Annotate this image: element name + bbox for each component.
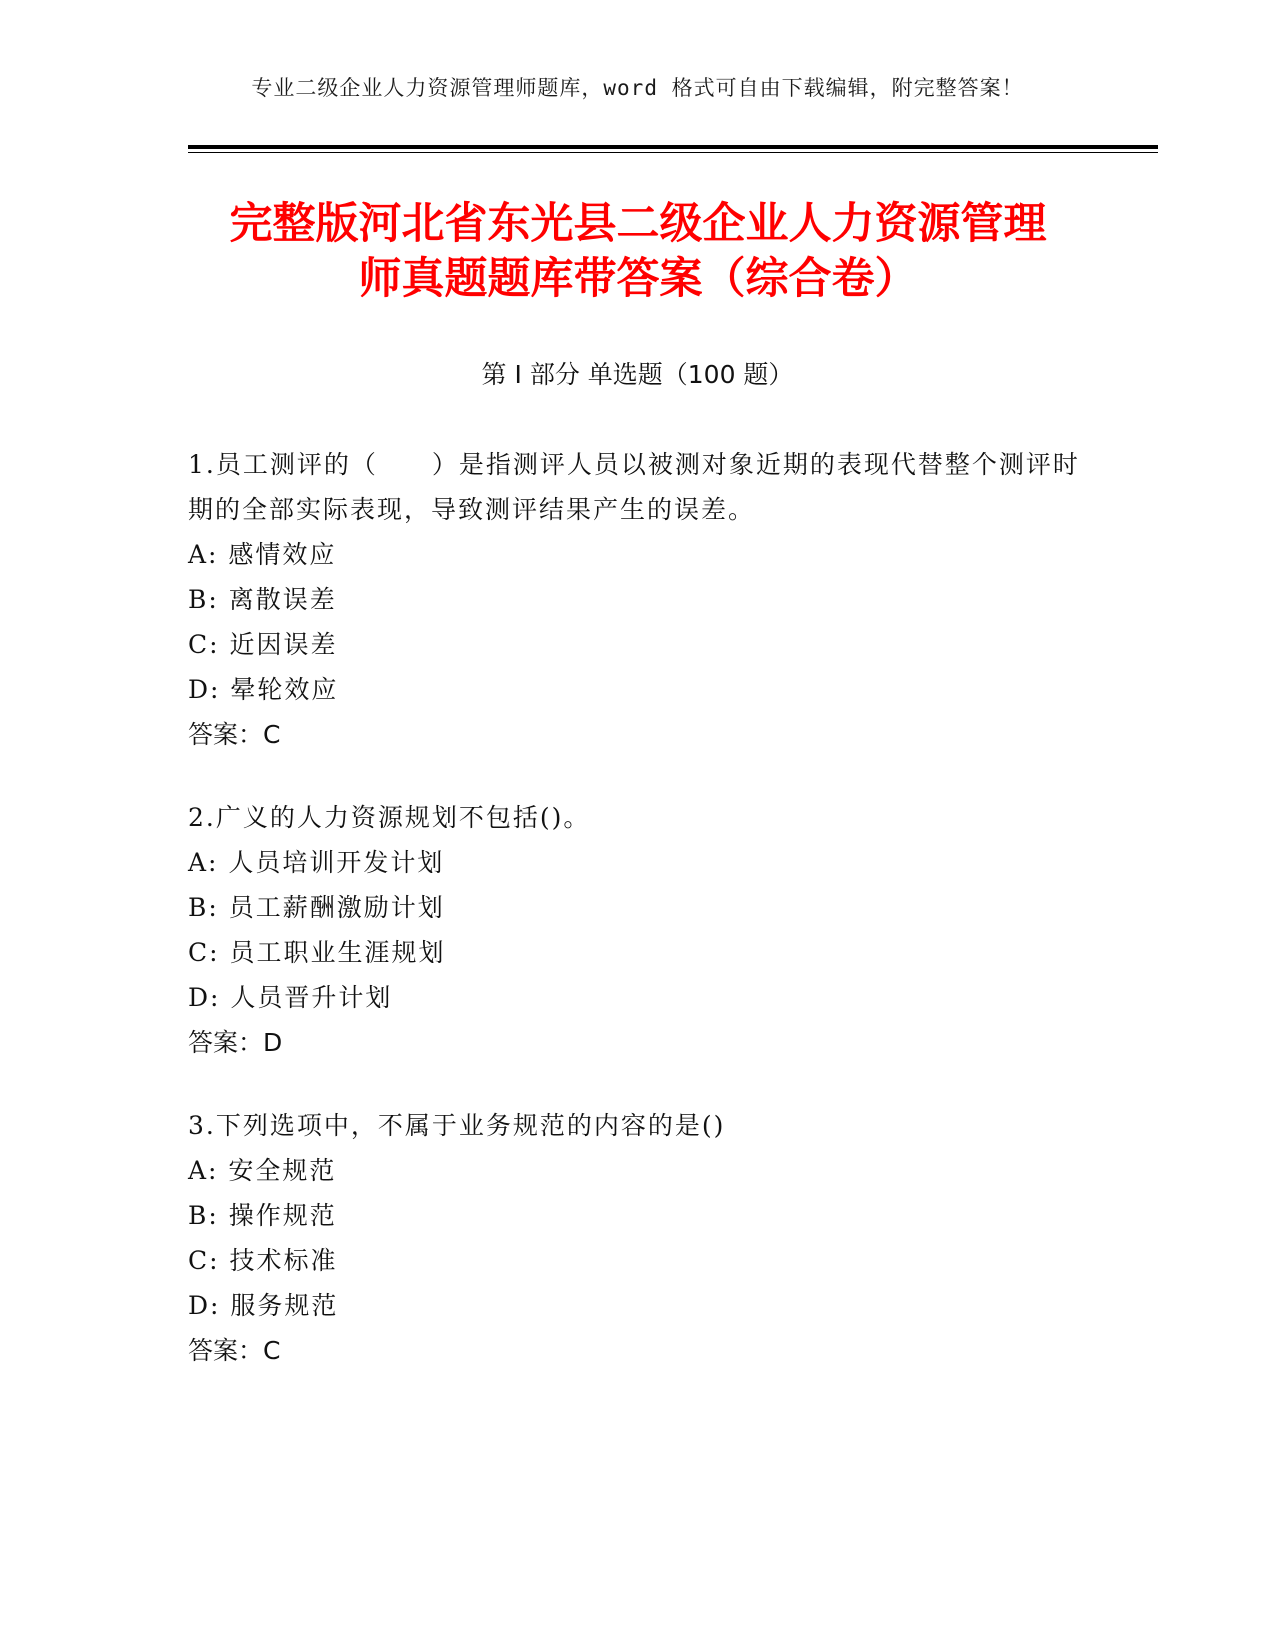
option-c: C: 员工职业生涯规划 xyxy=(188,938,446,967)
header-rule-thin xyxy=(188,152,1158,153)
header-rule-thick xyxy=(188,145,1158,149)
option-b: B: 操作规范 xyxy=(188,1201,337,1230)
title-line-1: 完整版河北省东光县二级企业人力资源管理 xyxy=(229,199,1047,249)
option-d: D: 服务规范 xyxy=(188,1291,339,1320)
answer-line: 答案：C xyxy=(188,1336,281,1365)
page-header: 专业二级企业人力资源管理师题库，word 格式可自由下载编辑，附完整答案！ xyxy=(251,76,1024,100)
question-stem: 1.员工测评的（ ）是指测评人员以被测对象近期的表现代替整个测评时期的全部实际表现，导致测评结果产生的误差。 xyxy=(188,450,1080,524)
answer-line: 答案：C xyxy=(188,720,281,749)
option-b: B: 员工薪酬激励计划 xyxy=(188,893,445,922)
option-d: D: 晕轮效应 xyxy=(188,675,339,704)
question-2 xyxy=(188,795,1088,1065)
option-c: C: 近因误差 xyxy=(188,630,338,659)
option-b: B: 离散误差 xyxy=(188,585,337,614)
option-a: A: 安全规范 xyxy=(188,1156,337,1185)
option-d: D: 人员晋升计划 xyxy=(188,983,393,1012)
section-heading: 第 I 部分 单选题（100 题） xyxy=(481,360,794,389)
option-c: C: 技术标准 xyxy=(188,1246,338,1275)
question-1 xyxy=(188,442,1088,757)
answer-line: 答案：D xyxy=(188,1028,283,1057)
question-list xyxy=(188,442,1088,1411)
title-line-2: 师真题题库带答案（综合卷） xyxy=(358,254,918,304)
document-title xyxy=(188,197,1088,307)
question-stem: 2.广义的人力资源规划不包括()。 xyxy=(188,803,591,832)
question-stem: 3.下列选项中，不属于业务规范的内容的是() xyxy=(188,1111,726,1140)
option-a: A: 感情效应 xyxy=(188,540,337,569)
option-a: A: 人员培训开发计划 xyxy=(188,848,445,877)
question-3 xyxy=(188,1103,1088,1373)
